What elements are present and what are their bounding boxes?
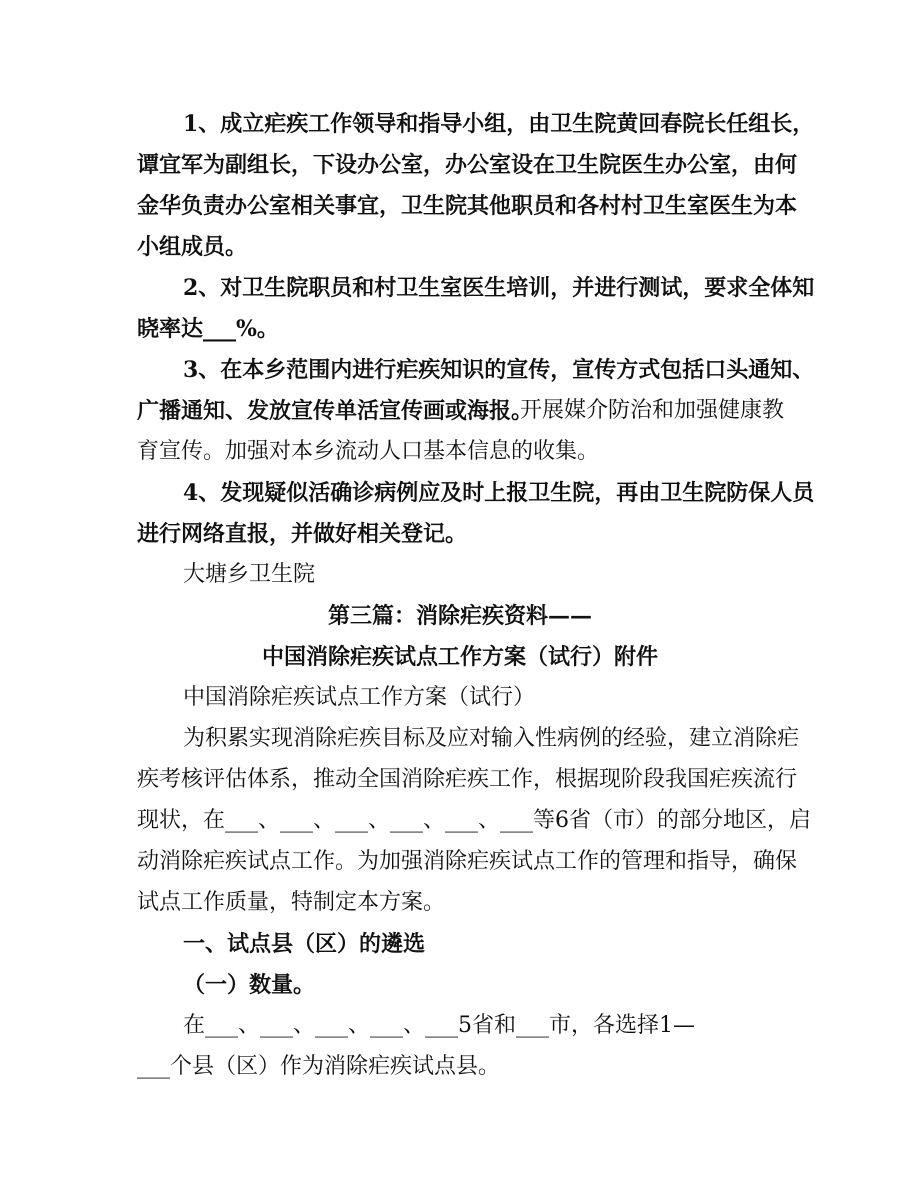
intro-line-3: 现状，在___、___、___、___、___、___等6省（市）的部分地区，启	[137, 808, 811, 833]
intro-line-2: 疾考核评估体系，推动全国消除疟疾工作，根据现阶段我国疟疾流行	[137, 767, 798, 792]
para-4-line-1: 4、发现疑似活确诊病例应及时上报卫生院，再由卫生院防保人员	[183, 480, 815, 506]
quantity-line-2: ___个县（区）作为消除疟疾试点县。	[137, 1054, 501, 1079]
intro-line-5: 试点工作质量，特制定本方案。	[137, 890, 446, 915]
intro-line-1: 为积累实现消除疟疾目标及应对输入性病例的经验，建立消除疟	[183, 726, 800, 751]
para-1-line-2: 谭宜军为副组长，下设办公室，办公室设在卫生院医生办公室，由何	[137, 152, 798, 178]
heading-pilot-selection: 一、试点县（区）的遴选	[183, 931, 426, 957]
para-3-line-2-regular: 开展媒介防治和加强健康教	[520, 398, 785, 423]
para-1-line-3: 金华负责办公室相关事宜，卫生院其他职员和各村村卫生室医生为本	[137, 193, 798, 219]
intro-line-4: 动消除疟疾试点工作。为加强消除疟疾试点工作的管理和指导，确保	[137, 849, 798, 874]
para-4-line-2: 进行网络直报，并做好相关登记。	[137, 521, 468, 547]
para-2-line-1: 2、对卫生院职员和村卫生室医生培训，并进行测试，要求全体知	[183, 275, 815, 301]
section-subtitle: 中国消除疟疾试点工作方案（试行）附件	[261, 644, 658, 670]
para-2-line-2: 晓率达___%。	[137, 316, 279, 342]
para-3-line-2-bold: 广播通知、发放宣传单活宣传画或海报。	[137, 398, 534, 424]
para-3-line-1: 3、在本乡范围内进行疟疾知识的宣传，宣传方式包括口头通知、	[183, 357, 815, 383]
signature-unit: 大塘乡卫生院	[183, 562, 316, 587]
quantity-line-1: 在___、___、___、___、___5省和___市，各选择1—	[183, 1013, 695, 1038]
para-3-line-3: 育宣传。加强对本乡流动人口基本信息的收集。	[137, 439, 600, 464]
plan-title: 中国消除疟疾试点工作方案（试行）	[183, 685, 536, 710]
para-1-line-1: 1、成立疟疾工作领导和指导小组，由卫生院黄回春院长任组长，	[183, 111, 815, 137]
para-1-line-4: 小组成员。	[137, 234, 248, 260]
subheading-quantity: （一）数量。	[183, 972, 316, 998]
section-title: 第三篇：消除疟疾资料——	[327, 603, 592, 629]
